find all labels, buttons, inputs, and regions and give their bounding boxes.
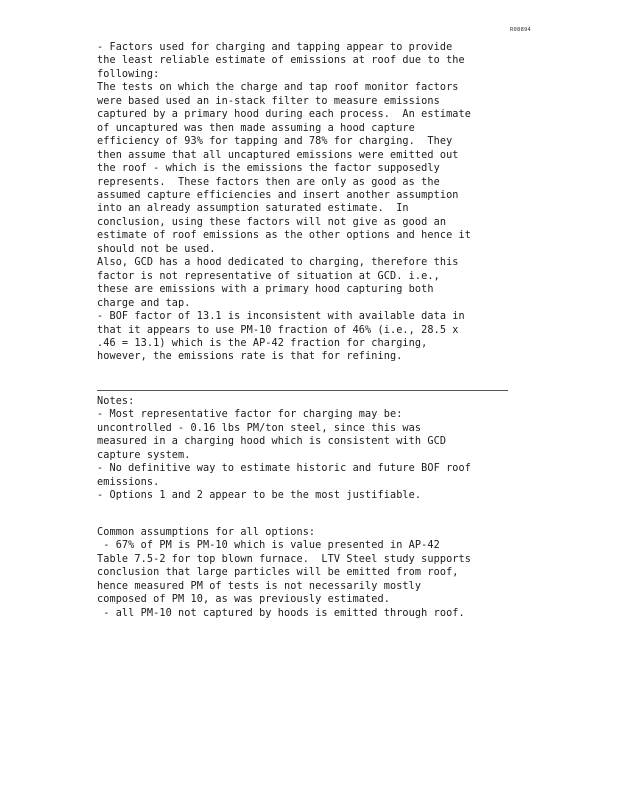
text-line: - Options 1 and 2 appear to be the most justifiable. xyxy=(97,490,422,502)
page-id-stamp: R08894 xyxy=(510,27,532,33)
text-line: the roof - which is the emissions the factor supposedly xyxy=(97,163,440,175)
text-line: composed of PM 10, as was previously estimated. xyxy=(97,594,390,606)
text-line: should not be used. xyxy=(97,243,216,255)
common-assumptions-block xyxy=(97,526,597,620)
text-line: - BOF factor of 13.1 is inconsistent with available data in xyxy=(97,311,465,323)
text-line: the least reliable estimate of emissions at roof due to the xyxy=(97,55,465,67)
text-line: of uncaptured was then made assuming a hood capture xyxy=(97,122,415,134)
section-divider xyxy=(97,390,508,391)
text-line: - Factors used for charging and tapping appear to provide xyxy=(97,42,453,53)
text-line: .46 = 13.1) which is the AP-42 fraction for charging, xyxy=(97,337,428,349)
text-line: uncontrolled - 0.16 lbs PM/ton steel, since this was xyxy=(97,422,422,434)
text-line: Also, GCD has a hood dedicated to charging, therefore this xyxy=(97,257,459,269)
text-line: charge and tap. xyxy=(97,297,191,309)
text-line: assumed capture efficiencies and insert another assumption xyxy=(97,189,459,201)
text-line: - all PM-10 not captured by hoods is emitted through roof. xyxy=(97,607,465,619)
common-assumptions-heading: Common assumptions for all options: xyxy=(97,527,316,538)
text-line: - 67% of PM is PM-10 which is value presented in AP-42 xyxy=(97,540,440,552)
notes-block xyxy=(97,395,597,503)
text-line: capture system. xyxy=(97,449,191,461)
main-text-block xyxy=(97,41,597,364)
text-line: estimate of roof emissions as the other options and hence it xyxy=(97,230,472,242)
text-line: The tests on which the charge and tap roof monitor factors xyxy=(97,82,459,94)
text-line: captured by a primary hood during each process. An estimate xyxy=(97,109,472,121)
text-line: hence measured PM of tests is not necessarily mostly xyxy=(97,580,422,592)
text-line: were based used an in-stack filter to measure emissions xyxy=(97,95,440,107)
text-line: these are emissions with a primary hood capturing both xyxy=(97,284,434,296)
text-line: into an already assumption saturated estimate. In xyxy=(97,203,409,215)
text-line: then assume that all uncaptured emissions were emitted out xyxy=(97,149,459,161)
text-line: measured in a charging hood which is consistent with GCD xyxy=(97,436,447,448)
text-line: - Most representative factor for charging may be: xyxy=(97,409,403,421)
notes-heading: Notes: xyxy=(97,396,135,407)
text-line: factor is not representative of situation at GCD. i.e., xyxy=(97,270,440,282)
text-line: efficiency of 93% for tapping and 78% for charging. They xyxy=(97,136,453,148)
text-line: represents. These factors then are only as good as the xyxy=(97,176,440,188)
text-line: that it appears to use PM-10 fraction of 46% (i.e., 28.5 x xyxy=(97,324,459,336)
text-line: Table 7.5-2 for top blown furnace. LTV Steel study supports xyxy=(97,553,472,565)
text-line: conclusion, using these factors will not give as good an xyxy=(97,216,447,228)
text-line: following: xyxy=(97,68,160,80)
text-line: emissions. xyxy=(97,476,160,488)
text-line: - No definitive way to estimate historic and future BOF roof xyxy=(97,463,472,475)
text-line: conclusion that large particles will be emitted from roof, xyxy=(97,567,459,579)
text-line: however, the emissions rate is that for refining. xyxy=(97,351,403,363)
